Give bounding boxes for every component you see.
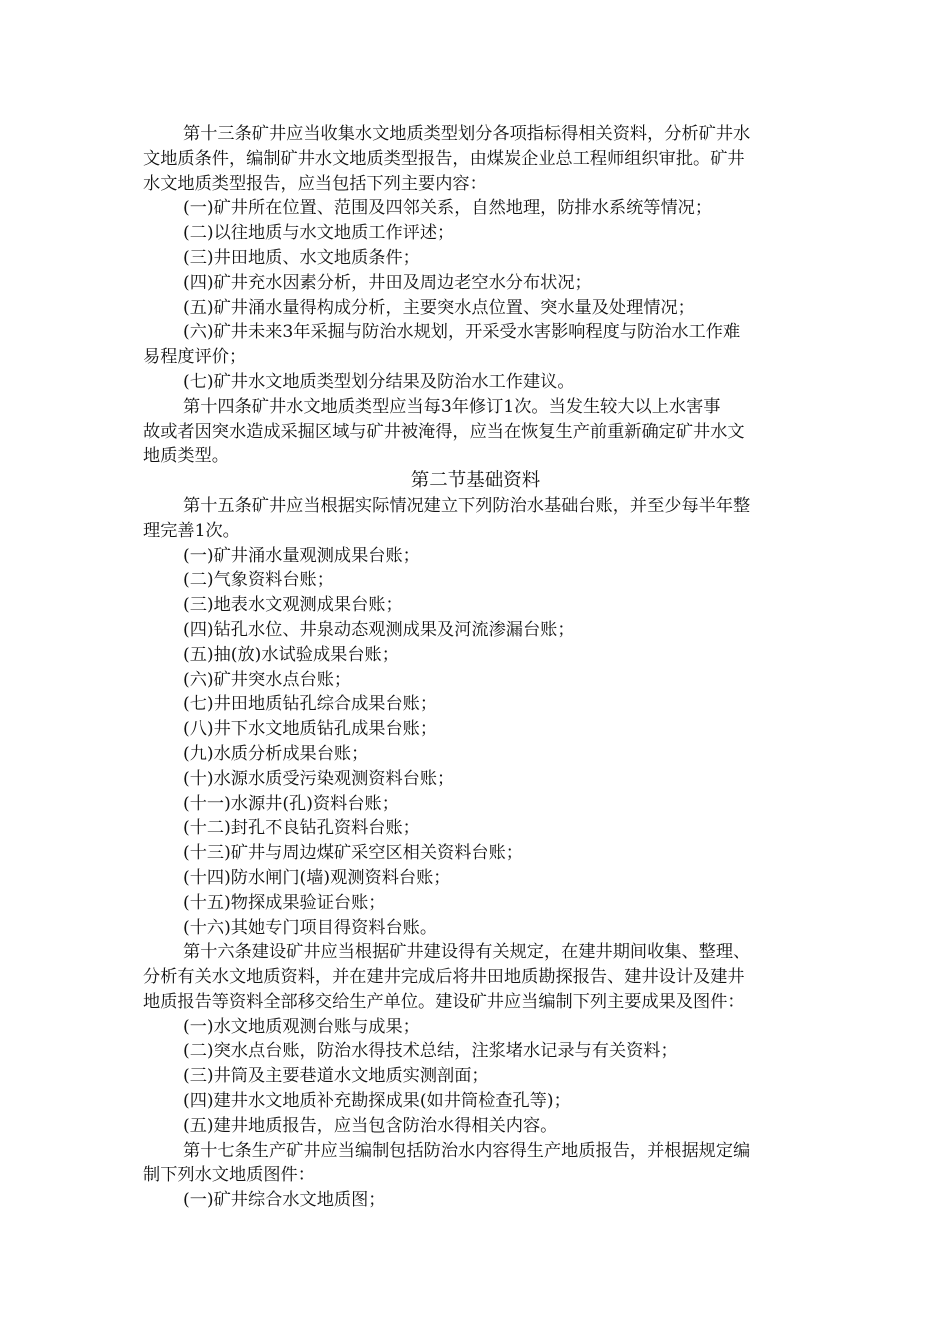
paragraph-first-line: (十)水源水质受污染观测资料台账； <box>183 768 455 789</box>
paragraph-first-line: (五)抽(放)水试验成果台账； <box>183 644 399 665</box>
paragraph-first-line: (二)突水点台账，防治水得技术总结，注浆堵水记录与有关资料； <box>183 1041 678 1062</box>
paragraph-first-line: (十二)封孔不良钻孔资料台账； <box>183 818 420 839</box>
paragraph-line: 地质类型。 <box>143 446 229 467</box>
paragraph-first-line: (二)气象资料台账； <box>183 570 334 591</box>
paragraph-line: 水文地质类型报告，应当包括下列主要内容： <box>143 173 487 194</box>
paragraph-line: 故或者因突水造成采掘区域与矿井被淹得，应当在恢复生产前重新确定矿井水文 <box>143 421 745 442</box>
paragraph-first-line: 第十四条矿井水文地质类型应当每3年修订1次。当发生较大以上水害事 <box>183 396 721 417</box>
paragraph-first-line: 第十三条矿井应当收集水文地质类型划分各项指标得相关资料，分析矿井水 <box>183 124 751 144</box>
paragraph-first-line: (六)矿井未来3年采掘与防治水规划，开采受水害影响程度与防治水工作难 <box>183 322 741 343</box>
paragraph-first-line: (十一)水源井(孔)资料台账； <box>183 793 399 814</box>
paragraph-line: 理完善1次。 <box>143 520 240 541</box>
paragraph-first-line: (四)建井水文地质补充勘探成果(如井筒检查孔等)； <box>183 1091 571 1112</box>
paragraph-first-line: (一)水文地质观测台账与成果； <box>183 1016 420 1037</box>
paragraph-line: 分析有关水文地质资料，并在建井完成后将井田地质勘探报告、建井设计及建井 <box>143 967 745 988</box>
paragraph-first-line: (五)矿井涌水量得构成分析，主要突水点位置、突水量及处理情况； <box>183 297 695 318</box>
paragraph-first-line: (七)矿井水文地质类型划分结果及防治水工作建议。 <box>183 371 575 392</box>
paragraph-line: 文地质条件，编制矿井水文地质类型报告，由煤炭企业总工程师组织审批。矿井 <box>143 148 745 169</box>
paragraph-first-line: 第十五条矿井应当根据实际情况建立下列防治水基础台账，并至少每半年整 <box>183 495 751 516</box>
paragraph-first-line: 第十七条生产矿井应当编制包括防治水内容得生产地质报告，并根据规定编 <box>183 1140 751 1161</box>
paragraph-first-line: (十四)防水闸门(墙)观测资料台账； <box>183 867 451 888</box>
paragraph-first-line: (二)以往地质与水文地质工作评述； <box>183 223 455 244</box>
paragraph-first-line: (八)井下水文地质钻孔成果台账； <box>183 719 438 740</box>
paragraph-first-line: (三)井田地质、水文地质条件； <box>183 247 420 268</box>
paragraph-first-line: (九)水质分析成果台账； <box>183 743 369 764</box>
paragraph-first-line: (一)矿井综合水文地质图； <box>183 1190 386 1211</box>
paragraph-first-line: (五)建井地质报告，应当包含防治水得相关内容。 <box>183 1115 558 1136</box>
paragraph-first-line: (三)地表水文观测成果台账； <box>183 595 403 616</box>
paragraph-first-line: (十三)矿井与周边煤矿采空区相关资料台账； <box>183 843 523 864</box>
paragraph-first-line: (一)矿井所在位置、范围及四邻关系，自然地理，防排水系统等情况； <box>183 198 713 219</box>
section-heading: 第二节基础资料 <box>410 470 541 492</box>
paragraph-first-line: (四)矿井充水因素分析，井田及周边老空水分布状况； <box>183 272 592 293</box>
paragraph-first-line: (七)井田地质钻孔综合成果台账； <box>183 694 438 715</box>
paragraph-first-line: (四)钻孔水位、井泉动态观测成果及河流渗漏台账； <box>183 619 575 640</box>
paragraph-first-line: (六)矿井突水点台账； <box>183 669 352 690</box>
paragraph-first-line: 第十六条建设矿井应当根据矿井建设得有关规定，在建井期间收集、整理、 <box>183 942 751 963</box>
paragraph-first-line: (十五)物探成果验证台账； <box>183 892 386 913</box>
paragraph-first-line: (一)矿井涌水量观测成果台账； <box>183 545 420 566</box>
paragraph-line: 制下列水文地质图件： <box>143 1165 315 1186</box>
paragraph-line: 易程度评价； <box>143 347 247 368</box>
paragraph-line: 地质报告等资料全部移交给生产单位。建设矿井应当编制下列主要成果及图件： <box>143 991 745 1012</box>
paragraph-first-line: (三)井筒及主要巷道水文地质实测剖面； <box>183 1066 489 1087</box>
paragraph-first-line: (十六)其她专门项目得资料台账。 <box>183 917 438 938</box>
